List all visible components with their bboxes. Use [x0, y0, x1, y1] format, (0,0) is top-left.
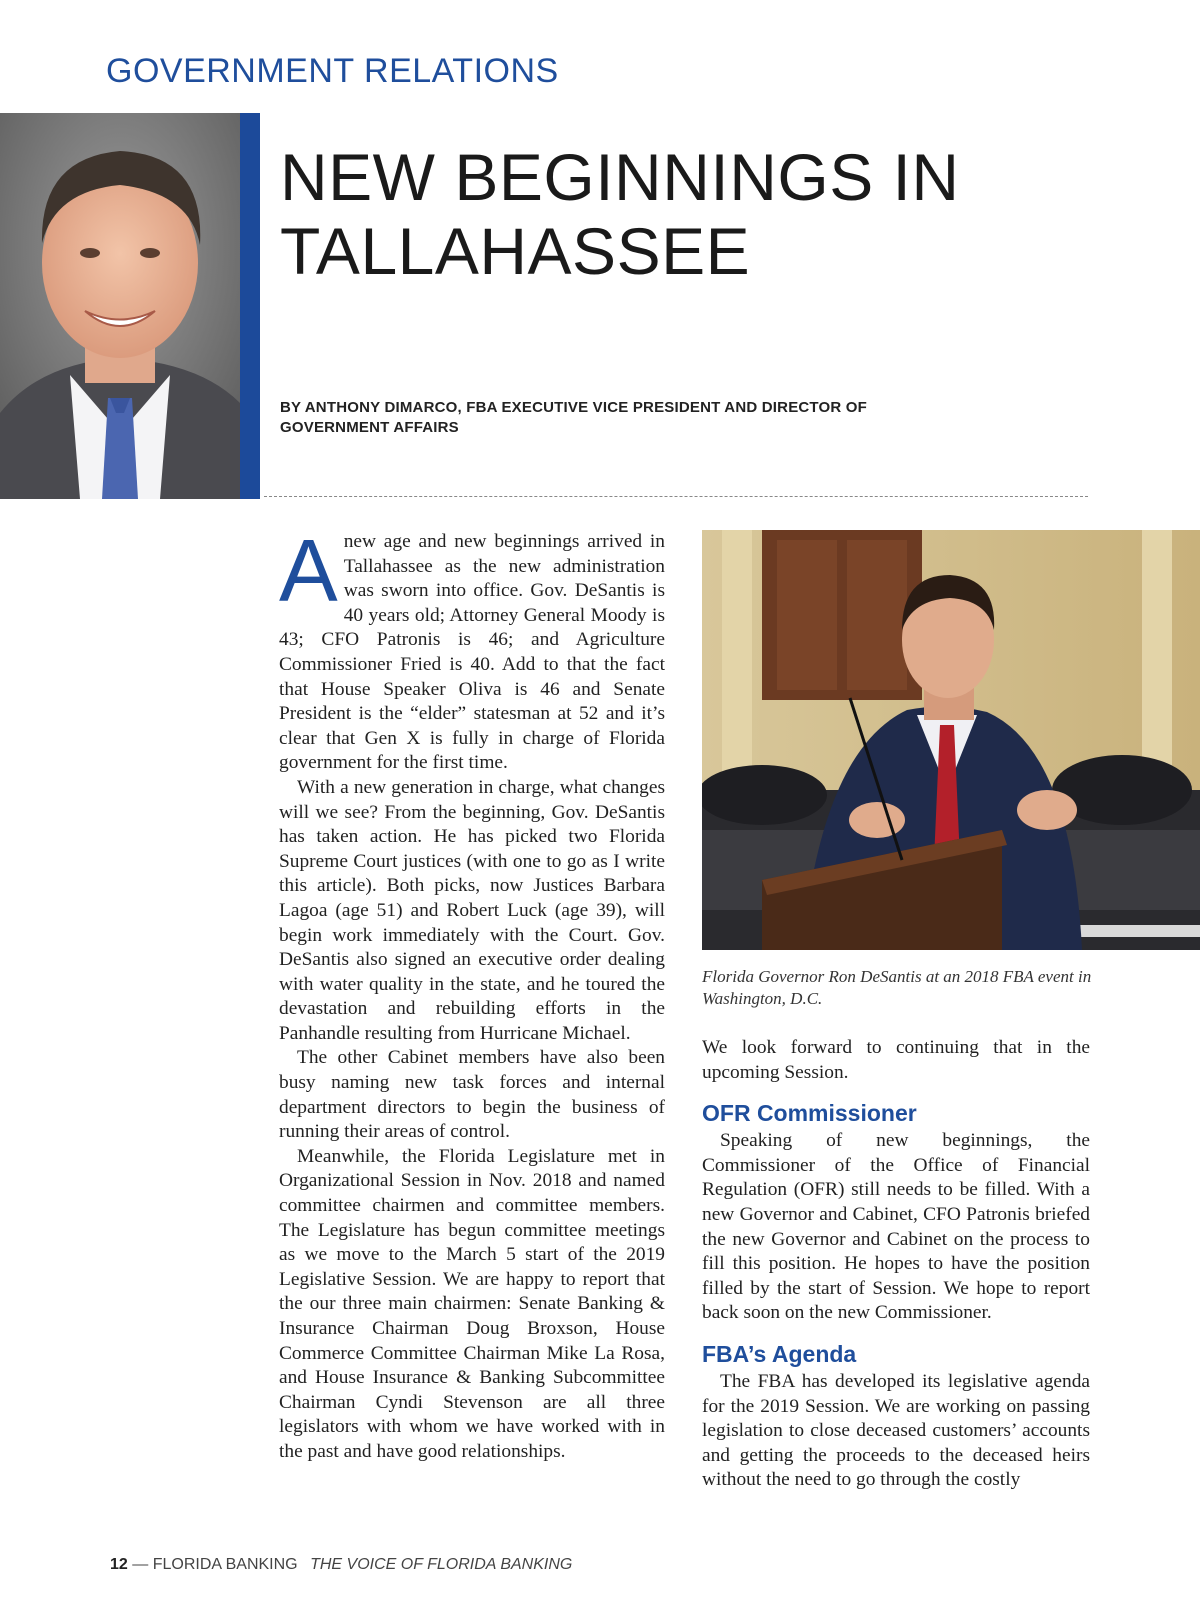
paragraph-text: new age and new beginnings arrived in Tallahassee as the new administration was sworn into office. Gov. DeSantis is 40 years old; Attorney General Moody is 43; CFO Patronis is 46; and Agriculture Commissioner Fried is 40. Add to that the fact that House Speaker Oliva is 46 and Senate President is the “elder” statesman at 52 and it’s clear that Gen X is fully in charge of Florida government for the first time.: [279, 531, 665, 774]
accent-bar: [240, 113, 260, 499]
publication-tagline: THE VOICE OF FLORIDA BANKING: [310, 1556, 573, 1573]
page-number: 12: [110, 1556, 128, 1573]
publication-name: FLORIDA BANKING: [152, 1556, 298, 1573]
article-paragraph: With a new generation in charge, what changes will we see? From the beginning, Gov. DeSantis has taken action. He has picked two Florida Supreme Court justices (with one to go as I write this article). Both picks, now Justices Barbara Lagoa (age 51) and Robert Luck (age 39), will begin work immediately with the Court. Gov. DeSantis also signed an executive order dealing with water quality in the state, and he toured the devastation and rebuilding efforts in the Panhandle resulting from Hurricane Michael.: [279, 776, 665, 1044]
dropcap: A: [279, 521, 338, 620]
article-paragraph: Speaking of new beginnings, the Commissioner of the Office of Financial Regulation (OFR) still needs to be filled. With a new Governor and Cabinet, CFO Patronis briefed the new Governor and Cabinet on the process to fill this position. He hopes to have the position filled by the start of Session. We hope to report back soon on the new Commissioner.: [702, 1130, 1090, 1324]
section-label: GOVERNMENT RELATIONS: [106, 52, 559, 90]
article-column-right: [702, 1036, 1090, 1493]
footer-separator: —: [132, 1556, 149, 1573]
article-paragraph: Meanwhile, the Florida Legislature met in Organizational Session in Nov. 2018 and named committee chairmen and committee members. The Legislature has begun committee meetings as we move to the March 5 start of the 2019 Legislative Session. We are happy to report that the our three main chairmen: Senate Banking & Insurance Chairman Doug Broxson, House Commerce Committee Chairman Mike La Rosa, and House Insurance & Banking Subcommittee Chairman Cyndi Stevenson are all three legislators with whom we have worked with in the past and have good relationships.: [279, 1145, 665, 1462]
governor-photo: [702, 530, 1200, 950]
subhead-fba-agenda: FBA’s Agenda: [702, 1340, 857, 1367]
article-paragraph: [279, 521, 665, 776]
subhead-ofr-commissioner: OFR Commissioner: [702, 1100, 917, 1127]
byline-line-2: GOVERNMENT AFFAIRS: [280, 419, 459, 436]
article-paragraph: The other Cabinet members have also been busy naming new task forces and internal department directors to begin the business of running their areas of control.: [279, 1047, 665, 1143]
headline: [280, 140, 1160, 288]
author-portrait: [0, 113, 240, 499]
headline-line-2: TALLAHASSEE: [280, 214, 751, 288]
dashed-divider: [264, 496, 1088, 497]
article-paragraph: The FBA has developed its legislative agenda for the 2019 Session. We are working on passing legislation to close deceased customers’ accounts and getting the proceeds to the deceased heirs without the need to go through the costly: [702, 1370, 1090, 1491]
photo-caption: Florida Governor Ron DeSantis at an 2018 FBA event in Washington, D.C.: [702, 967, 1092, 1008]
byline-line-1: BY ANTHONY DIMARCO, FBA EXECUTIVE VICE PRESIDENT AND DIRECTOR OF: [280, 399, 868, 416]
headline-line-1: NEW BEGINNINGS IN: [280, 140, 960, 214]
page-footer: [110, 1556, 572, 1574]
article-paragraph: We look forward to continuing that in the upcoming Session.: [702, 1037, 1090, 1083]
byline: [280, 398, 920, 438]
article-column-left: [279, 521, 665, 1465]
